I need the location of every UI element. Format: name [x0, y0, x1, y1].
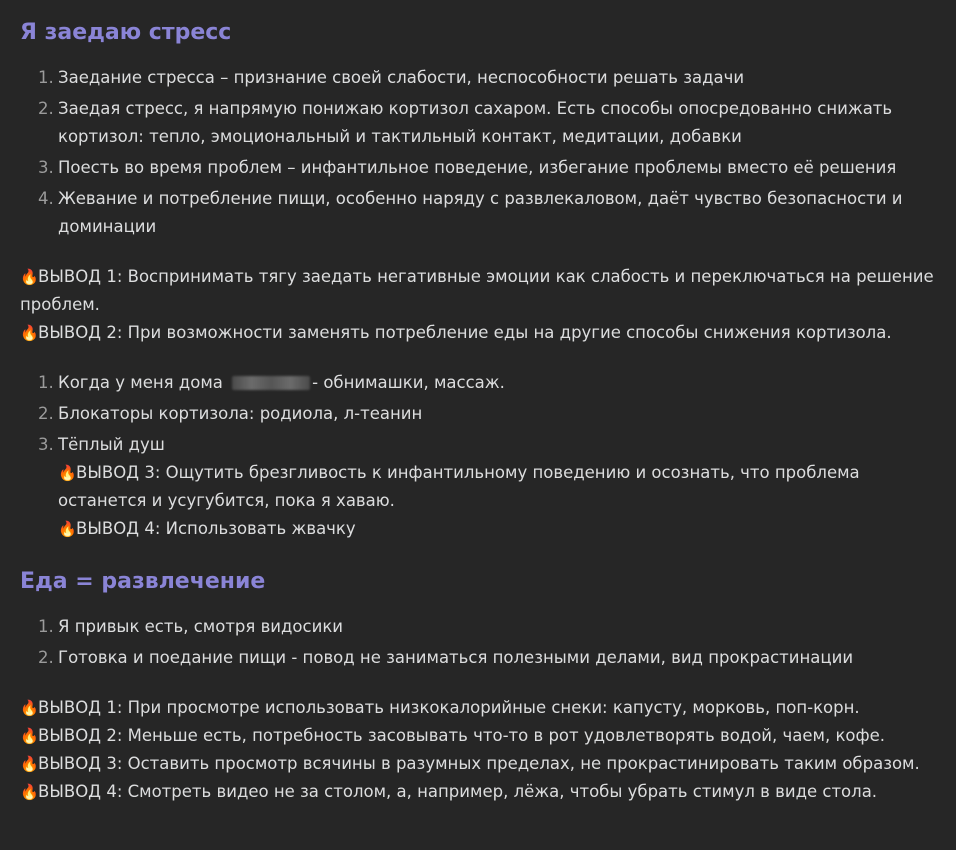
- nested-conclusions: [58, 459, 936, 543]
- conclusion-text: ВЫВОД 2: При возможности заменять потребление еды на другие способы снижения кортизола.: [38, 323, 892, 342]
- heading-stress-eating: Я заедаю стресс: [20, 20, 232, 45]
- fire-icon: 🔥: [58, 464, 77, 482]
- conclusion-text: ВЫВОД 3: Оставить просмотр всячины в разумных пределах, не прокрастинировать таким образом.: [38, 754, 920, 773]
- fire-icon: 🔥: [20, 755, 39, 773]
- conclusion-text: ВЫВОД 1: Воспринимать тягу заедать негативные эмоции как слабость и переключаться на решение проблем.: [20, 267, 934, 314]
- fire-icon: 🔥: [20, 783, 39, 801]
- list-item: Готовка и поедание пищи - повод не заниматься полезными делами, вид прокрастинации: [58, 648, 854, 667]
- conclusion-paragraph: [20, 694, 936, 722]
- fire-icon: 🔥: [20, 699, 39, 717]
- fire-icon: 🔥: [20, 324, 39, 342]
- fire-icon: 🔥: [20, 727, 39, 745]
- conclusion-paragraph: [20, 722, 936, 750]
- list-item: Я привык есть, смотря видосики: [58, 617, 344, 636]
- conclusion-text: ВЫВОД 3: Ощутить брезгливость к инфантильному поведению и осознать, что проблема останется и усугубится, пока я хаваю.: [58, 463, 860, 510]
- stress-conclusions: [20, 263, 936, 347]
- redacted-blur: [232, 376, 310, 390]
- conclusion-paragraph: [20, 263, 936, 319]
- fire-icon: 🔥: [58, 520, 77, 538]
- entertainment-conclusions: [20, 694, 936, 806]
- conclusion-text: ВЫВОД 1: При просмотре использовать низкокалорийные снеки: капусту, морковь, поп-корн.: [38, 698, 860, 717]
- conclusion-paragraph: [20, 778, 936, 806]
- entertainment-list: [20, 613, 936, 672]
- list-item: Жевание и потребление пищи, особенно наряду с развлекаловом, даёт чувство безопасности и доминации: [58, 189, 903, 236]
- conclusion-paragraph: [58, 515, 936, 543]
- conclusion-text: ВЫВОД 4: Использовать жвачку: [76, 519, 356, 538]
- list-item: Заедая стресс, я напрямую понижаю кортизол сахаром. Есть способы опосредованно снижать кортизол: тепло, эмоциональный и тактильный контакт, медитации, добавки: [58, 99, 893, 146]
- conclusion-text: ВЫВОД 2: Меньше есть, потребность засовывать что-то в рот удовлетворять водой, чаем, кофе.: [38, 726, 886, 745]
- conclusion-text: ВЫВОД 4: Смотреть видео не за столом, а, например, лёжа, чтобы убрать стимул в виде стола.: [38, 782, 878, 801]
- conclusion-paragraph: [58, 459, 936, 515]
- conclusion-paragraph: [20, 750, 936, 778]
- heading-food-entertainment: Еда = развлечение: [20, 569, 266, 594]
- stress-reasons-list: [20, 64, 936, 241]
- fire-icon: 🔥: [20, 268, 39, 286]
- conclusion-paragraph: [20, 319, 936, 347]
- list-item: Поесть во время проблем – инфантильное поведение, избегание проблемы вместо её решения: [58, 158, 897, 177]
- cortisol-alternatives-list: [20, 369, 936, 543]
- list-item: Когда у меня дома - обнимашки, массаж.: [58, 373, 505, 392]
- list-item: Тёплый душ 🔥ВЫВОД 3: Ощутить брезгливость к инфантильному поведению и осознать, что проблема останется и усугубится, пока я хаваю. 🔥ВЫВОД 4: Использовать жвачку: [58, 431, 936, 543]
- list-item: Заедание стресса – признание своей слабости, неспособности решать задачи: [58, 68, 745, 87]
- list-item: Блокаторы кортизола: родиола, л-теанин: [58, 404, 423, 423]
